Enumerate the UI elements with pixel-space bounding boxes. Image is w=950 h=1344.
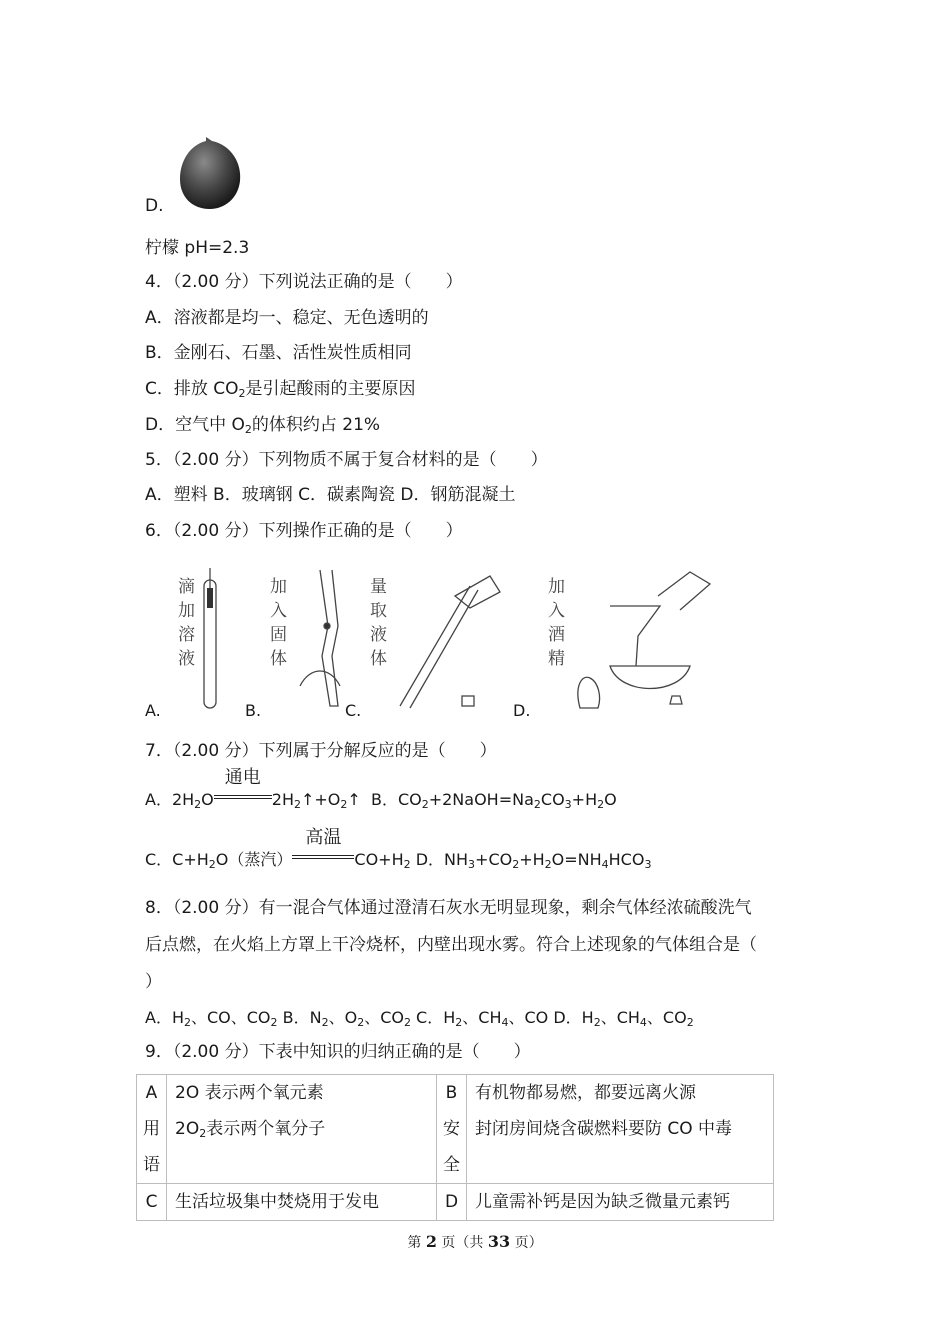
svg-text:加: 加 xyxy=(178,601,195,621)
page-footer: 第 2 页（共 33 页） xyxy=(407,1232,543,1251)
q8-line-3: ） xyxy=(145,972,162,992)
cell-b-line-1: 有机物都易燃，都要远离火源 xyxy=(475,1083,696,1103)
q6-label-a: A. xyxy=(145,701,161,720)
svg-text:入: 入 xyxy=(548,601,565,621)
cell-a-line-1: 2O 表示两个氧元素 xyxy=(175,1083,324,1103)
figure-a-dropping xyxy=(178,577,195,669)
cell-a-line-2: $2O_2$表示两个氧分子 xyxy=(175,1119,326,1140)
svg-text:固: 固 xyxy=(270,625,287,645)
q6-operation-figures xyxy=(170,566,730,716)
q4-option-d: D．空气中 $O_2$的体积约占 21% xyxy=(145,415,381,436)
svg-text:滴: 滴 xyxy=(178,577,195,597)
svg-text:液: 液 xyxy=(370,625,387,645)
q8-line-2: 后点燃，在火焰上方罩上干冷烧杯，内壁出现水雾。符合上述现象的气体组合是（ xyxy=(145,935,757,955)
svg-text:加: 加 xyxy=(270,577,287,597)
condition-electrolysis: 通电 xyxy=(214,789,272,811)
svg-text:入: 入 xyxy=(270,601,287,621)
cell-a-label: A 用 语 xyxy=(137,1075,167,1184)
q6-stem: 6．（2.00 分）下列操作正确的是（ ） xyxy=(145,521,463,541)
condition-high-temp: 高温 xyxy=(292,849,354,871)
cell-d-text: 儿童需补钙是因为缺乏微量元素钙 xyxy=(467,1184,774,1221)
svg-text:精: 精 xyxy=(548,649,565,669)
svg-text:取: 取 xyxy=(370,601,387,621)
q5-options: A．塑料 B．玻璃钢 C．碳素陶瓷 D．钢筋混凝土 xyxy=(145,485,516,505)
svg-text:体: 体 xyxy=(370,649,387,669)
q9-stem: 9．（2.00 分）下表中知识的归纳正确的是（ ） xyxy=(145,1042,531,1062)
q7-stem: 7．（2.00 分）下列属于分解反应的是（ ） xyxy=(145,741,497,761)
q8-line-1: 8．（2.00 分）有一混合气体通过澄清石灰水无明显现象，剩余气体经浓硫酸洗气 xyxy=(145,898,752,918)
svg-text:加: 加 xyxy=(548,577,565,597)
svg-text:量: 量 xyxy=(370,577,387,597)
q4-option-b: B．金刚石、石墨、活性炭性质相同 xyxy=(145,343,412,363)
q4-option-c: C．排放 $CO_2$是引起酸雨的主要原因 xyxy=(145,379,416,400)
q6-label-d: D. xyxy=(513,701,531,720)
q5-stem: 5．（2.00 分）下列物质不属于复合材料的是（ ） xyxy=(145,450,548,470)
q8-options: A．$H_2$、CO、$CO_2$ B．$N_2$、$O_2$、$CO_2$ C．$H_2$、$CH_4$、CO D．$H_2$、$CH_4$、$CO_2$ xyxy=(145,1008,694,1029)
lemon-caption: 柠檬 pH=2.3 xyxy=(145,238,250,258)
svg-text:溶: 溶 xyxy=(178,625,195,645)
q4-option-a: A．溶液都是均一、稳定、无色透明的 xyxy=(145,308,429,328)
cell-c-label: C xyxy=(137,1184,167,1221)
q6-label-b: B. xyxy=(245,701,262,720)
svg-text:液: 液 xyxy=(178,649,195,669)
q7-option-ab: A．$2H_2O$ 通电 $2H_2↑+O_2↑$ B．$CO_2+2NaOH=Na_2CO_3+H_2O$ xyxy=(145,767,617,811)
svg-text:体: 体 xyxy=(270,649,287,669)
cell-d-label: D xyxy=(437,1184,467,1221)
cell-b-line-2: 封闭房间烧含碳燃料要防 CO 中毒 xyxy=(475,1119,733,1139)
knowledge-table xyxy=(136,1074,774,1221)
svg-text:酒: 酒 xyxy=(548,625,565,645)
lemon-image xyxy=(176,135,244,211)
q4-stem: 4．（2.00 分）下列说法正确的是（ ） xyxy=(145,272,463,292)
q7-option-cd: C．$C+H_2O$（蒸汽） 高温 $CO+H_2$ D．$NH_3+CO_2+H_2O=NH_4HCO_3$ xyxy=(145,827,652,871)
cell-c-text: 生活垃圾集中焚烧用于发电 xyxy=(167,1184,437,1221)
q3-option-d-label: D. xyxy=(145,196,164,216)
cell-b-label: B 安 全 xyxy=(437,1075,467,1184)
q6-label-c: C. xyxy=(345,701,362,720)
